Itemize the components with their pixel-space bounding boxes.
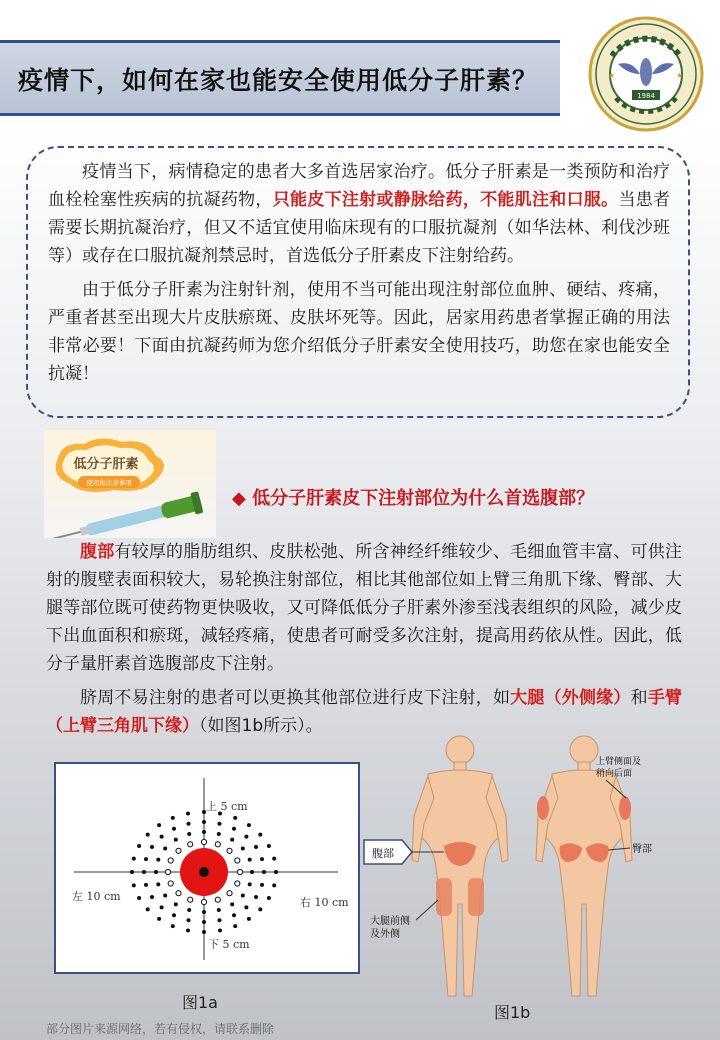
injection-point-dot <box>202 920 206 924</box>
injection-point-dot <box>172 913 176 917</box>
injection-point-dot <box>171 816 175 820</box>
injection-point-dot <box>202 820 206 824</box>
intro-box <box>26 146 690 418</box>
intro-p1-warning: 只能皮下注射或静脉给药，不能肌注和口服。 <box>272 190 619 210</box>
injection-point-dot <box>237 869 242 874</box>
fig1a-label-bottom: 下 5 cm <box>208 938 250 951</box>
body-text <box>46 538 682 740</box>
injection-point-dot <box>272 883 276 887</box>
injection-point-dot <box>235 881 240 886</box>
injection-point-dot <box>232 913 236 917</box>
body-p2-text-a: 脐周不易注射的患者可以更换其他部位进行皮下注射，如 <box>80 688 511 708</box>
figure-1a-injection-grid <box>54 762 360 974</box>
fig1a-label-right: 右 10 cm <box>300 896 349 909</box>
injection-point-dot <box>144 883 148 887</box>
logo-year: 1984 <box>637 92 655 100</box>
injection-point-dot <box>258 907 262 911</box>
injection-point-dot <box>150 845 154 849</box>
injection-point-dot <box>254 895 258 899</box>
fig1b-label-arm-line1: 上臂侧面及 <box>596 757 642 767</box>
banner-subtitle: 使用和注意事项 <box>86 479 132 487</box>
injection-point-dot <box>248 882 252 886</box>
injection-point-dot <box>272 857 276 861</box>
injection-point-dot <box>187 908 191 912</box>
injection-point-dot <box>254 845 258 849</box>
intro-paragraph-1 <box>48 158 670 270</box>
injection-point-dot <box>188 842 193 847</box>
hospital-logo <box>588 16 704 132</box>
injection-point-dot <box>248 858 252 862</box>
title-band <box>0 40 560 116</box>
intro-p1-text-b: 当患者需要长期抗凝治疗，但又不适宜使用临床现有的口服抗凝剂（如华法林、利伐沙班等）或存在口服抗凝剂禁忌时，首选低分子肝素皮下注射给药。 <box>48 190 671 266</box>
svg-text:★: ★ <box>608 71 616 80</box>
figure-1b-injection-sites <box>362 728 692 1024</box>
injection-point-dot <box>247 823 251 827</box>
body-p2-text-b: 和 <box>630 688 648 708</box>
arm-left-site-highlight <box>537 796 549 820</box>
injection-point-dot <box>260 883 264 887</box>
fig1b-label-buttock: 臀部 <box>632 844 652 855</box>
injection-point-dot <box>154 870 158 874</box>
injection-point-dot <box>218 822 222 826</box>
injection-point-dot <box>137 896 141 900</box>
figure-1a-caption: 图1a <box>182 993 218 1012</box>
injection-point-dot <box>201 899 206 904</box>
thigh-right-site-highlight <box>468 878 484 916</box>
injection-point-dot <box>232 827 236 831</box>
injection-point-dot <box>202 830 206 834</box>
injection-point-dot <box>186 929 190 933</box>
injection-point-dot <box>160 905 164 909</box>
injection-point-dot <box>150 895 154 899</box>
injection-point-dot <box>132 857 136 861</box>
injection-point-dot <box>217 908 221 912</box>
injection-point-dot <box>244 905 248 909</box>
injection-point-dot <box>260 857 264 861</box>
injection-point-dot <box>146 907 150 911</box>
injection-point-dot <box>165 869 170 874</box>
injection-point-dot <box>156 882 160 886</box>
fig1b-label-thigh-line2: 及外侧 <box>370 929 400 940</box>
injection-point-dot <box>230 838 234 842</box>
intro-p1-text-a: 疫情当下，病情稳定的患者大多首选居家治疗。低分子肝素是一类预防和治疗血栓栓塞性疾病的抗凝药物， <box>48 162 670 210</box>
svg-text:★: ★ <box>676 71 684 80</box>
injection-point-dot <box>160 835 164 839</box>
navel-center-dot <box>199 867 209 877</box>
arm-right-site-highlight <box>619 796 631 820</box>
injection-point-dot <box>172 827 176 831</box>
injection-point-dot <box>241 847 245 851</box>
injection-point-dot <box>267 844 271 848</box>
injection-point-dot <box>163 894 167 898</box>
injection-point-dot <box>130 870 134 874</box>
section-question-heading: ◆ 低分子肝素皮下注射部位为什么首选腹部？ <box>232 488 595 509</box>
injection-point-dot <box>187 918 191 922</box>
fig1a-label-top: 上 5 cm <box>206 800 248 813</box>
body-abdomen-highlight: 腹部 <box>80 542 115 562</box>
injection-point-dot <box>146 833 150 837</box>
injection-point-dot <box>262 870 266 874</box>
body-p2-text-c: （如图1b所示）。 <box>199 716 323 736</box>
injection-point-dot <box>187 822 191 826</box>
injection-point-dot <box>168 881 173 886</box>
banner-title: 低分子肝素 <box>73 457 139 472</box>
injection-point-dot <box>202 910 206 914</box>
body-paragraph-1 <box>46 538 682 678</box>
injection-point-dot <box>132 883 136 887</box>
injection-point-dot <box>176 848 181 853</box>
intro-paragraph-2: 由于低分子肝素为注射针剂，使用不当可能出现注射部位血肿、硬结、疼痛，严重者甚至出现大片皮肤瘀斑、皮肤坏死等。因此，居家用药患者掌握正确的用法非常必要！下面由抗凝药师为您介绍低分子肝素安全使用技巧，助您在家也能安全抗凝！ <box>48 280 670 384</box>
injection-point-dot <box>186 812 190 816</box>
injection-point-dot <box>156 858 160 862</box>
body-p1-text: 有较厚的脂肪组织、皮肤松弛、所含神经纤维较少、毛细血管丰富、可供注射的腹壁表面积较大，易轮换注射部位，相比其他部位如上臂三角肌下缘、臀部、大腿等部位既可使药物更快吸收，又可降低低分子肝素外渗至浅表组织的风险，减少皮下出血面积和瘀斑，减轻疼痛，使患者可耐受多次注射，提高用药依从性。因此，低分子量肝素首选腹部皮下注射。 <box>46 542 683 674</box>
injection-point-dot <box>247 917 251 921</box>
fig1a-label-left: 左 10 cm <box>72 890 121 903</box>
injection-point-dot <box>227 891 232 896</box>
injection-point-dot <box>218 929 222 933</box>
injection-point-dot <box>202 930 206 934</box>
injection-point-dot <box>233 816 237 820</box>
injection-point-dot <box>274 870 278 874</box>
heparin-banner-image <box>44 430 216 538</box>
fig1b-label-thigh-line1: 大腿前侧 <box>370 916 410 927</box>
injection-point-dot <box>168 858 173 863</box>
injection-point-dot <box>217 832 221 836</box>
injection-point-dot <box>142 870 146 874</box>
body-thigh-highlight: 大腿（外侧缘） <box>510 688 631 708</box>
injection-point-dot <box>157 823 161 827</box>
copyright-footer: 部分图片来源网络，若有侵权，请联系删除 <box>46 1022 275 1036</box>
thigh-left-site-highlight <box>436 878 452 916</box>
injection-point-dot <box>144 857 148 861</box>
injection-point-dot <box>250 870 254 874</box>
injection-point-dot <box>157 917 161 921</box>
fig1b-label-arm-line2: 稍向后面 <box>596 769 633 779</box>
injection-point-dot <box>241 894 245 898</box>
injection-point-dot <box>188 897 193 902</box>
fig1b-label-arm <box>596 755 644 779</box>
injection-point-dot <box>174 902 178 906</box>
injection-point-dot <box>244 835 248 839</box>
injection-point-dot <box>227 848 232 853</box>
injection-point-dot <box>163 847 167 851</box>
injection-point-dot <box>187 832 191 836</box>
fig1b-label-thigh <box>370 914 413 940</box>
injection-point-dot <box>176 891 181 896</box>
injection-point-dot <box>233 924 237 928</box>
injection-point-dot <box>267 896 271 900</box>
injection-point-dot <box>215 897 220 902</box>
injection-point-dot <box>137 844 141 848</box>
figure-1b-caption: 图1b <box>494 1003 531 1022</box>
page-title: 疫情下，如何在家也能安全使用低分子肝素？ <box>18 66 539 95</box>
fig1b-label-abdomen: 腹部 <box>372 847 394 860</box>
injection-point-dot <box>215 842 220 847</box>
injection-point-dot <box>235 858 240 863</box>
injection-point-dot <box>201 839 206 844</box>
injection-point-dot <box>258 833 262 837</box>
body-arm-highlight: 手臂（上臂三角肌下缘） <box>46 688 683 736</box>
injection-point-dot <box>174 838 178 842</box>
injection-point-dot <box>218 918 222 922</box>
injection-point-dot <box>171 924 175 928</box>
injection-point-dot <box>230 902 234 906</box>
